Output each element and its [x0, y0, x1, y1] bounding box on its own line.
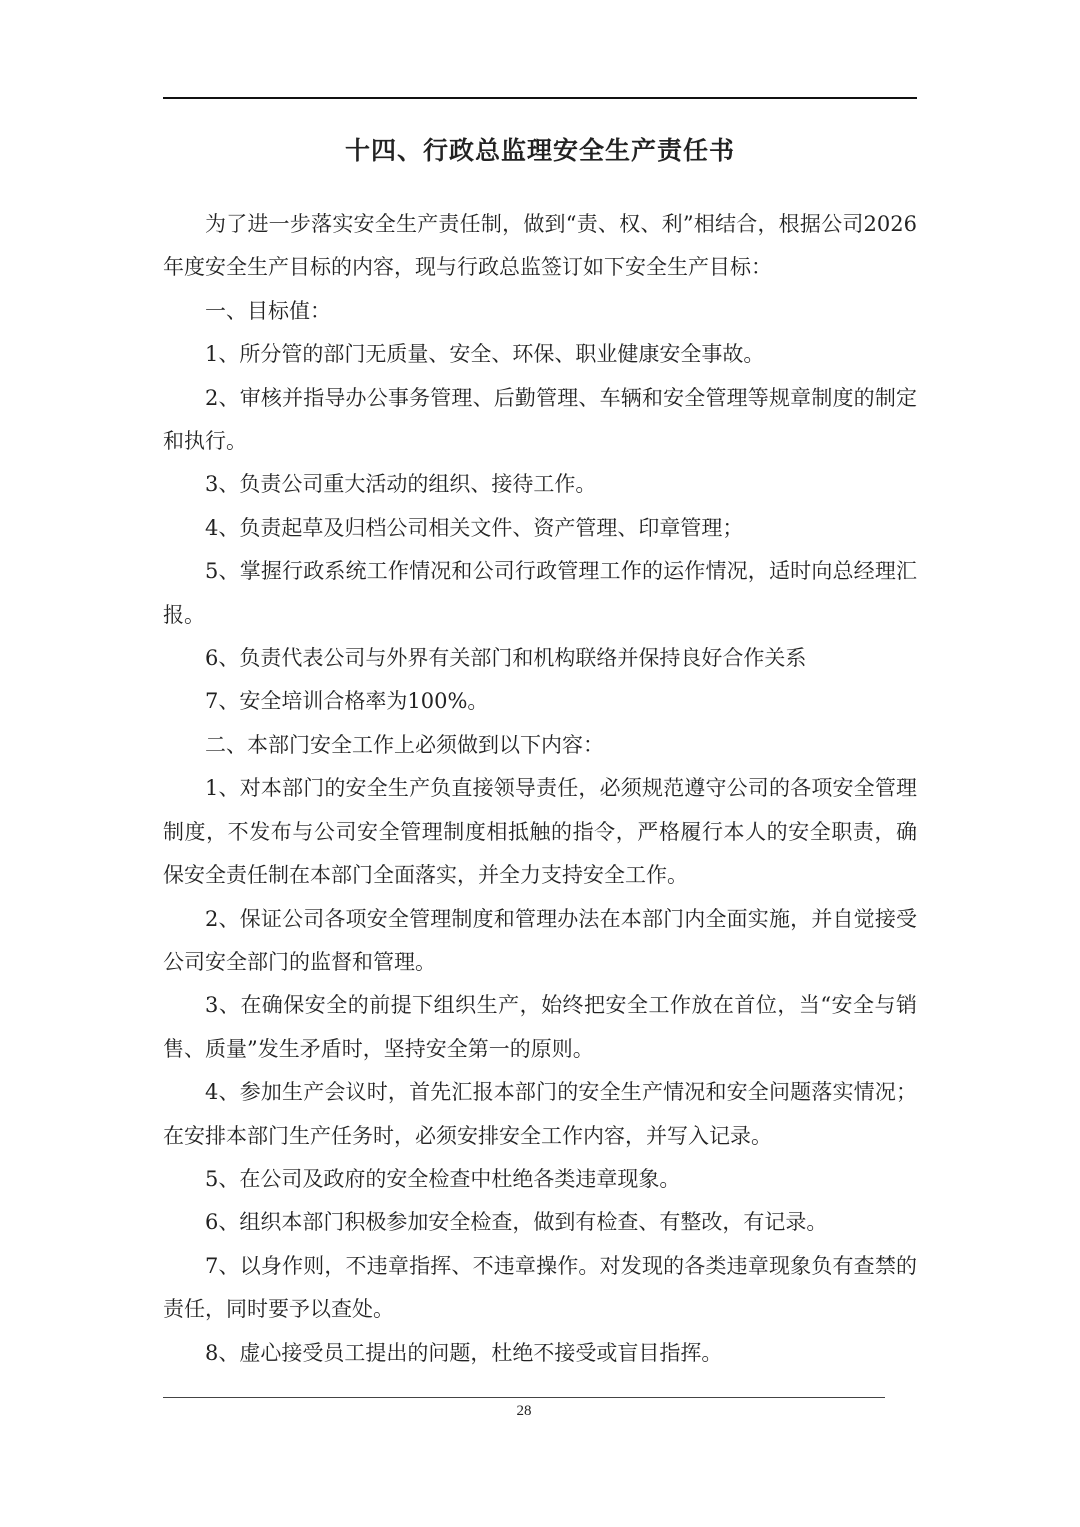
requirement-item-8: 8、虚心接受员工提出的问题，杜绝不接受或盲目指挥。 — [205, 1340, 723, 1365]
target-item-1: 1、所分管的部门无质量、安全、环保、职业健康安全事故。 — [205, 342, 765, 367]
target-item-3: 3、负责公司重大活动的组织、接待工作。 — [205, 472, 597, 497]
target-item-5: 5、掌握行政系统工作情况和公司行政管理工作的运作情况，适时向总经理汇报。 — [163, 559, 917, 627]
requirement-item-6: 6、组织本部门积极参加安全检查，做到有检查、有整改，有记录。 — [205, 1210, 828, 1235]
target-item-2: 2、审核并指导办公事务管理、后勤管理、车辆和安全管理等规章制度的制定和执行。 — [163, 385, 917, 454]
intro-paragraph: 为了进一步落实安全生产责任制，做到“责、权、利”相结合，根据公司2026年度安全生产目标的内容，现与行政总监签订如下安全生产目标： — [163, 212, 917, 280]
header-rule — [163, 97, 917, 99]
requirement-item-2: 2、保证公司各项安全管理制度和管理办法在本部门内全面实施，并自觉接受公司安全部门的监督和管理。 — [163, 906, 917, 974]
target-item-6: 6、负责代表公司与外界有关部门和机构联络并保持良好合作关系 — [205, 646, 807, 671]
page-title: 十四、行政总监理安全生产责任书 — [344, 136, 735, 165]
requirement-item-4: 4、参加生产会议时，首先汇报本部门的安全生产情况和安全问题落实情况；在安排本部门生产任务时，必须安排安全工作内容，并写入记录。 — [163, 1080, 917, 1148]
requirement-item-7: 7、以身作则，不违章指挥、不违章操作。对发现的各类违章现象负有查禁的责任，同时要予以查处。 — [163, 1253, 917, 1322]
document-body — [163, 203, 917, 1375]
target-item-7: 7、安全培训合格率为100%。 — [205, 689, 489, 714]
requirement-item-3: 3、在确保安全的前提下组织生产，始终把安全工作放在首位，当“安全与销售、质量”发生矛盾时，坚持安全第一的原则。 — [163, 993, 917, 1061]
page-number: 28 — [516, 1403, 532, 1419]
section-heading-targets: 一、目标值： — [205, 298, 331, 323]
section-heading-requirements: 二、本部门安全工作上必须做到以下内容： — [205, 732, 604, 757]
footer-rule — [163, 1397, 885, 1398]
requirement-item-5: 5、在公司及政府的安全检查中杜绝各类违章现象。 — [205, 1166, 681, 1191]
target-item-4: 4、负责起草及归档公司相关文件、资产管理、印章管理； — [205, 515, 744, 540]
requirement-item-1: 1、对本部门的安全生产负直接领导责任，必须规范遵守公司的各项安全管理制度，不发布与公司安全管理制度相抵触的指令，严格履行本人的安全职责，确保安全责任制在本部门全面落实，并全力支持安全工作。 — [163, 776, 917, 888]
